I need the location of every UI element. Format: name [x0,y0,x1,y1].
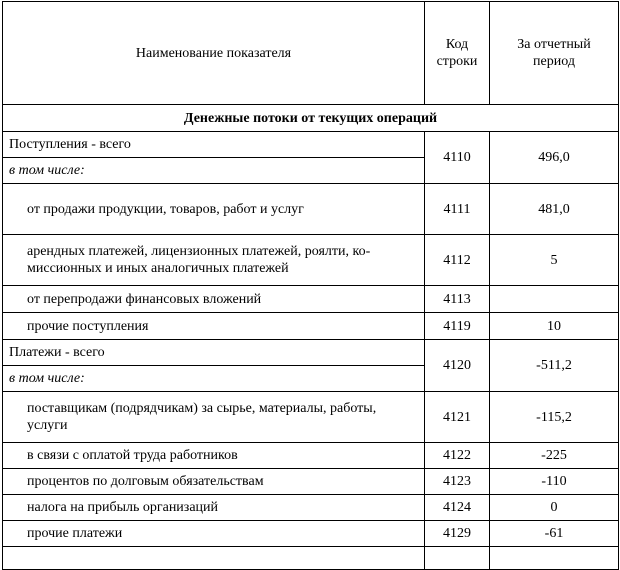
row-value: 5 [490,235,619,286]
row-name: Поступления - всего [3,132,425,158]
header-period-line2: период [533,54,575,69]
report-table-container [2,1,619,570]
row-name [3,392,425,443]
row-name-line1: поставщикам (подрядчикам) за сырье, материалы, работы, [27,401,377,416]
row-value: 496,0 [490,132,619,184]
row-name: налога на прибыль организаций [3,495,425,521]
table-row [3,392,619,443]
row-name [3,235,425,286]
table-row [3,340,619,366]
row-value-empty [490,547,619,570]
row-name-line2: миссионных и иных аналогичных платежей [27,261,289,276]
table-row [3,132,619,158]
row-code: 4124 [425,495,490,521]
row-code: 4113 [425,286,490,313]
row-code: 4123 [425,469,490,495]
row-name: в связи с оплатой труда работников [3,443,425,469]
row-value: 0 [490,495,619,521]
row-name-line1: арендных платежей, лицензионных платежей, роялти, ко- [27,244,371,259]
row-code: 4122 [425,443,490,469]
table-row [3,469,619,495]
header-name-cell: Наименование показателя [3,2,425,105]
row-value: -61 [490,521,619,547]
table-row [3,443,619,469]
row-value: 481,0 [490,184,619,235]
row-name: Платежи - всего [3,340,425,366]
row-name: процентов по долговым обязательствам [3,469,425,495]
row-name-empty [3,547,425,570]
row-code: 4129 [425,521,490,547]
row-value: 10 [490,313,619,340]
header-code-cell [425,2,490,105]
row-code-empty [425,547,490,570]
cash-flow-table [2,1,619,570]
row-value: -225 [490,443,619,469]
row-value: -115,2 [490,392,619,443]
header-code-line2: строки [436,54,478,69]
table-row [3,521,619,547]
row-subtitle: в том числе: [3,366,425,392]
row-code: 4110 [425,132,490,184]
table-row [3,184,619,235]
row-name: прочие платежи [3,521,425,547]
row-code: 4112 [425,235,490,286]
row-value: -110 [490,469,619,495]
row-subtitle: в том числе: [3,158,425,184]
section-title-row [3,105,619,132]
table-row [3,313,619,340]
header-period-cell [490,2,619,105]
header-period-line1: За отчетный [517,37,591,52]
row-value: -511,2 [490,340,619,392]
header-code-line1: Код [445,37,469,52]
row-code: 4119 [425,313,490,340]
table-row-partial [3,547,619,570]
row-value [490,286,619,313]
row-name: прочие поступления [3,313,425,340]
section-title: Денежные потоки от текущих операций [3,105,619,132]
table-row [3,286,619,313]
row-code: 4121 [425,392,490,443]
table-row [3,495,619,521]
table-header-row [3,2,619,105]
row-name: от продажи продукции, товаров, работ и услуг [3,184,425,235]
row-name: от перепродажи финансовых вложений [3,286,425,313]
row-code: 4111 [425,184,490,235]
row-code: 4120 [425,340,490,392]
table-row [3,235,619,286]
row-name-line2: услуги [27,418,68,433]
